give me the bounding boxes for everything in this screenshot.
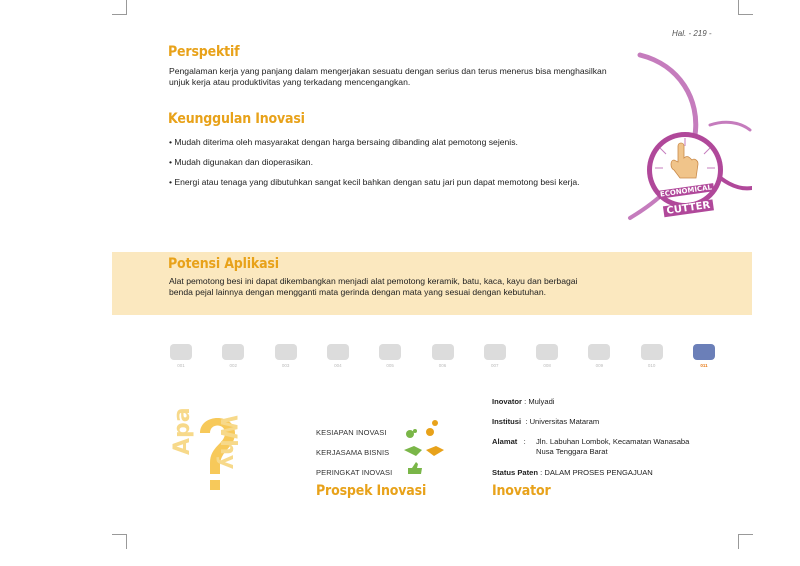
alamat-line2: Nusa Tenggara Barat [536,447,608,456]
institusi-row: Institusi : Universitas Mataram [492,417,600,426]
category-label: 006 [438,363,447,368]
badge-swoosh [710,122,750,130]
category-item [482,344,508,368]
peringkat-thumbs-up-icon [408,462,422,474]
category-icon [432,344,454,360]
logo-left-text: Apa [170,407,195,455]
perspektif-text [169,66,607,88]
category-item [586,344,612,368]
crop-mark-bottom-left [112,534,127,549]
badge-line1: ECONOMICAL [659,183,713,199]
kerjasama-label: KERJASAMA BISNIS [316,448,390,457]
crop-mark-bottom-right [738,534,753,549]
category-item [273,344,299,368]
category-label: 007 [491,363,499,368]
category-label: 001 [177,363,185,368]
category-icon [222,344,244,360]
potensi-text [169,276,577,298]
perspektif-line: Pengalaman kerja yang panjang dalam mengerjakan sesuatu dengan serius dan terus menerus bisa menghasilkan [169,66,607,76]
keunggulan-bullet: • Mudah diterima oleh masyarakat dengan harga bersaing dibanding alat pemotong sejenis. [169,137,518,147]
category-icon [379,344,401,360]
question-dot [210,480,220,490]
kerjasama-handshake-icon [404,446,444,456]
prospek-icons [402,418,448,480]
alamat-row: Alamat : [492,437,528,446]
page-number: Hal. - 219 - [672,29,712,38]
alamat-line1: Jln. Labuhan Lombok, Kecamatan Wanasaba [536,437,690,446]
inovator-value: Mulyadi [528,397,555,406]
category-icon [275,344,297,360]
kesiapan-icon [406,420,438,438]
category-item [430,344,456,368]
keunggulan-bullet: • Energi atau tenaga yang dibutuhkan sangat kecil bahkan dengan satu jari pun dapat memotong besi kerja. [169,177,580,187]
paten-row: Status Paten : DALAM PROSES PENGAJUAN [492,468,653,477]
perspektif-heading: Perspektif [168,44,240,60]
category-label: 004 [334,363,342,368]
category-item [220,344,246,368]
category-label: 005 [386,363,394,368]
category-icon [484,344,506,360]
category-label: 010 [647,363,656,368]
potensi-line: benda pejal lainnya dengan mengganti mata gerinda dengan mata yang sesuai dengan kebutuhan. [169,287,546,297]
category-item [325,344,351,368]
category-item [168,344,194,368]
category-icon [693,344,715,360]
paten-value: DALAM PROSES PENGAJUAN [544,468,653,477]
institusi-label: Institusi [492,417,522,426]
potensi-heading: Potensi Aplikasi [168,256,279,272]
category-icon [536,344,558,360]
category-label: 011 [700,363,708,368]
category-label: 008 [543,363,551,368]
category-item [639,344,665,368]
badge-line2: CUTTER [663,199,714,217]
peringkat-label: PERINGKAT INOVASI [316,468,393,477]
badge-swoosh [640,55,696,135]
category-label: 002 [229,363,238,368]
perspektif-line: unjuk kerja atau produktivitas yang terkadang mencengangkan. [169,77,411,87]
category-item [691,344,717,368]
category-icon [327,344,349,360]
category-icon [588,344,610,360]
category-label: 003 [281,363,290,368]
category-icon [641,344,663,360]
category-icon [170,344,192,360]
paten-label: Status Paten [492,468,538,477]
keunggulan-heading: Keunggulan Inovasi [168,111,305,127]
crop-mark-top-right [738,0,753,15]
kesiapan-label: KESIAPAN INOVASI [316,428,387,437]
inovator-row: Inovator : Mulyadi [492,397,555,406]
category-item [534,344,560,368]
prospek-heading: Prospek Inovasi [316,483,427,499]
category-label: 009 [595,363,604,368]
potensi-line: Alat pemotong besi ini dapat dikembangkan menjadi alat pemotong keramik, batu, kaca, kayu dan berbagai [169,276,578,286]
crop-mark-top-left [112,0,127,15]
inovator-heading: Inovator [492,483,551,499]
category-item [377,344,403,368]
inovator-label: Inovator [492,397,522,406]
alamat-label: Alamat [492,437,518,446]
logo-right-text: Why [215,415,240,470]
institusi-value: Universitas Mataram [529,417,600,426]
keunggulan-bullet: • Mudah digunakan dan dioperasikan. [169,157,313,167]
